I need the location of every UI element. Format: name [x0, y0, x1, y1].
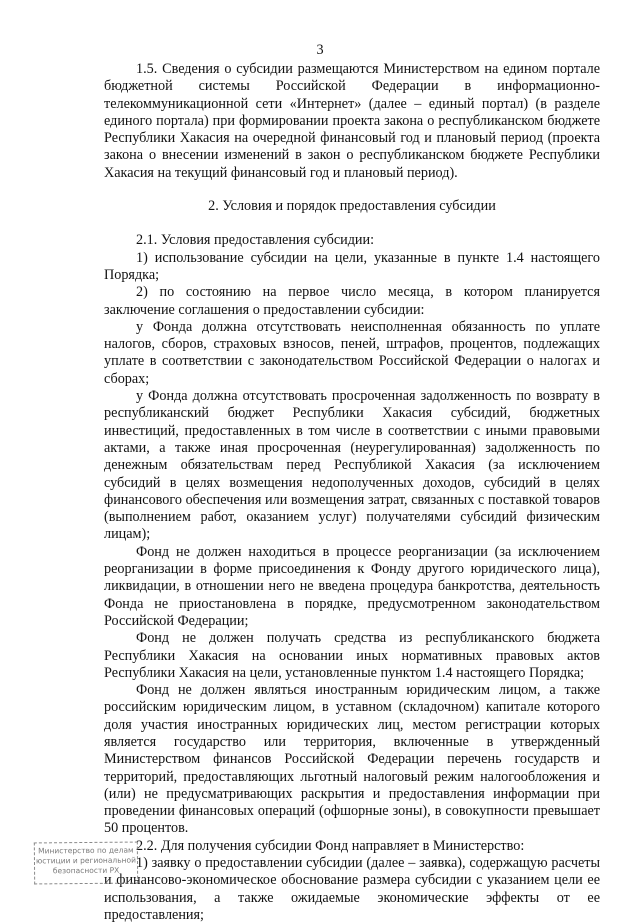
paragraph-no-other-funds: Фонд не должен получать средства из республиканского бюджета Республики Хакасия на основании иных нормативных правовых актов Республики Хакасия на цели, установленные пунктом 1.4 настоящего Порядка; — [104, 630, 600, 681]
stamp-line: юстиции и региональной — [35, 855, 137, 866]
document-body — [104, 61, 600, 924]
page-number: 3 — [316, 42, 324, 58]
section-heading: 2. Условия и порядок предоставления субсидии — [208, 198, 496, 215]
paragraph-application: 1) заявку о предоставлении субсидии (далее – заявка), содержащую расчеты и финансово-экономическое обоснование размера субсидии с указанием цели ее использования, а также ожидаемые экономические эффекты от ее предоставления; — [104, 855, 600, 923]
paragraph-no-overdue-debt: у Фонда должна отсутствовать просроченная задолженность по возврату в республиканский бюджет Республики Хакасия субсидий, бюджетных инвестиций, предоставленных в том числе в соответствии с иными правовыми актами, а также иная просроченная (неурегулированная) задолженность по денежным обязательствам перед Республикой Хакасия (за исключением субсидий в целях возмещения недополученных доходов, субсидий в целях финансового обеспечения или возмещения затрат, связанных с поставкой товаров (выполнением работ, оказанием услуг) получателями субсидий физическим лицам); — [104, 388, 600, 543]
registration-stamp — [34, 842, 138, 885]
paragraph-no-tax-debt: у Фонда должна отсутствовать неисполненная обязанность по уплате налогов, сборов, страховых взносов, пеней, штрафов, процентов, подлежащих уплате в соответствии с законодательством Российской Федерации о налогах и сборах; — [104, 318, 600, 387]
paragraph-no-reorganization: Фонд не должен находиться в процессе реорганизации (за исключением реорганизации в форме присоединения к Фонду другого юридического лица), ликвидации, в отношении него не введена процедура банкротства, деятельность Фонда не приостановлена в порядке, предусмотренном законодательством Российской Федерации; — [104, 543, 600, 629]
paragraph-2-1: 2.1. Условия предоставления субсидии: — [136, 232, 375, 249]
stamp-line: Министерство по делам — [38, 845, 134, 856]
stamp-line: безопасности РХ — [52, 865, 120, 876]
paragraph-1-5: 1.5. Сведения о субсидии размещаются Министерством на едином портале бюджетной системы Российской Федерации в информационно-телекоммуникационной сети «Интернет» (далее – единый портал) (в разделе единого портала) при формировании проекта закона о республиканском бюджете Республики Хакасия на очередной финансовый год и плановый период (проекта закона о внесении изменений в закон о республиканском бюджете Республики Хакасия на текущий финансовый год и плановый период). — [104, 61, 600, 181]
paragraph-condition-1: 1) использование субсидии на цели, указанные в пункте 1.4 настоящего Порядка; — [104, 249, 600, 283]
paragraph-2-2: 2.2. Для получения субсидии Фонд направляет в Министерство: — [136, 837, 525, 854]
paragraph-condition-2: 2) по состоянию на первое число месяца, в котором планируется заключение соглашения о предоставлении субсидии: — [104, 284, 600, 318]
paragraph-not-foreign-entity: Фонд не должен являться иностранным юридическим лицом, а также российским юридическим лицом, в уставном (складочном) капитале которого доля участия иностранных юридических лиц, местом регистрации которых является государство или территория, включенные в утвержденный Министерством финансов Российской Федерации перечень государств и территорий, предоставляющих льготный налоговый режим налогообложения и (или) не предусматривающих раскрытия и предоставления информации при проведении финансовых операций (офшорные зоны), в совокупности превышает 50 процентов. — [104, 682, 600, 837]
